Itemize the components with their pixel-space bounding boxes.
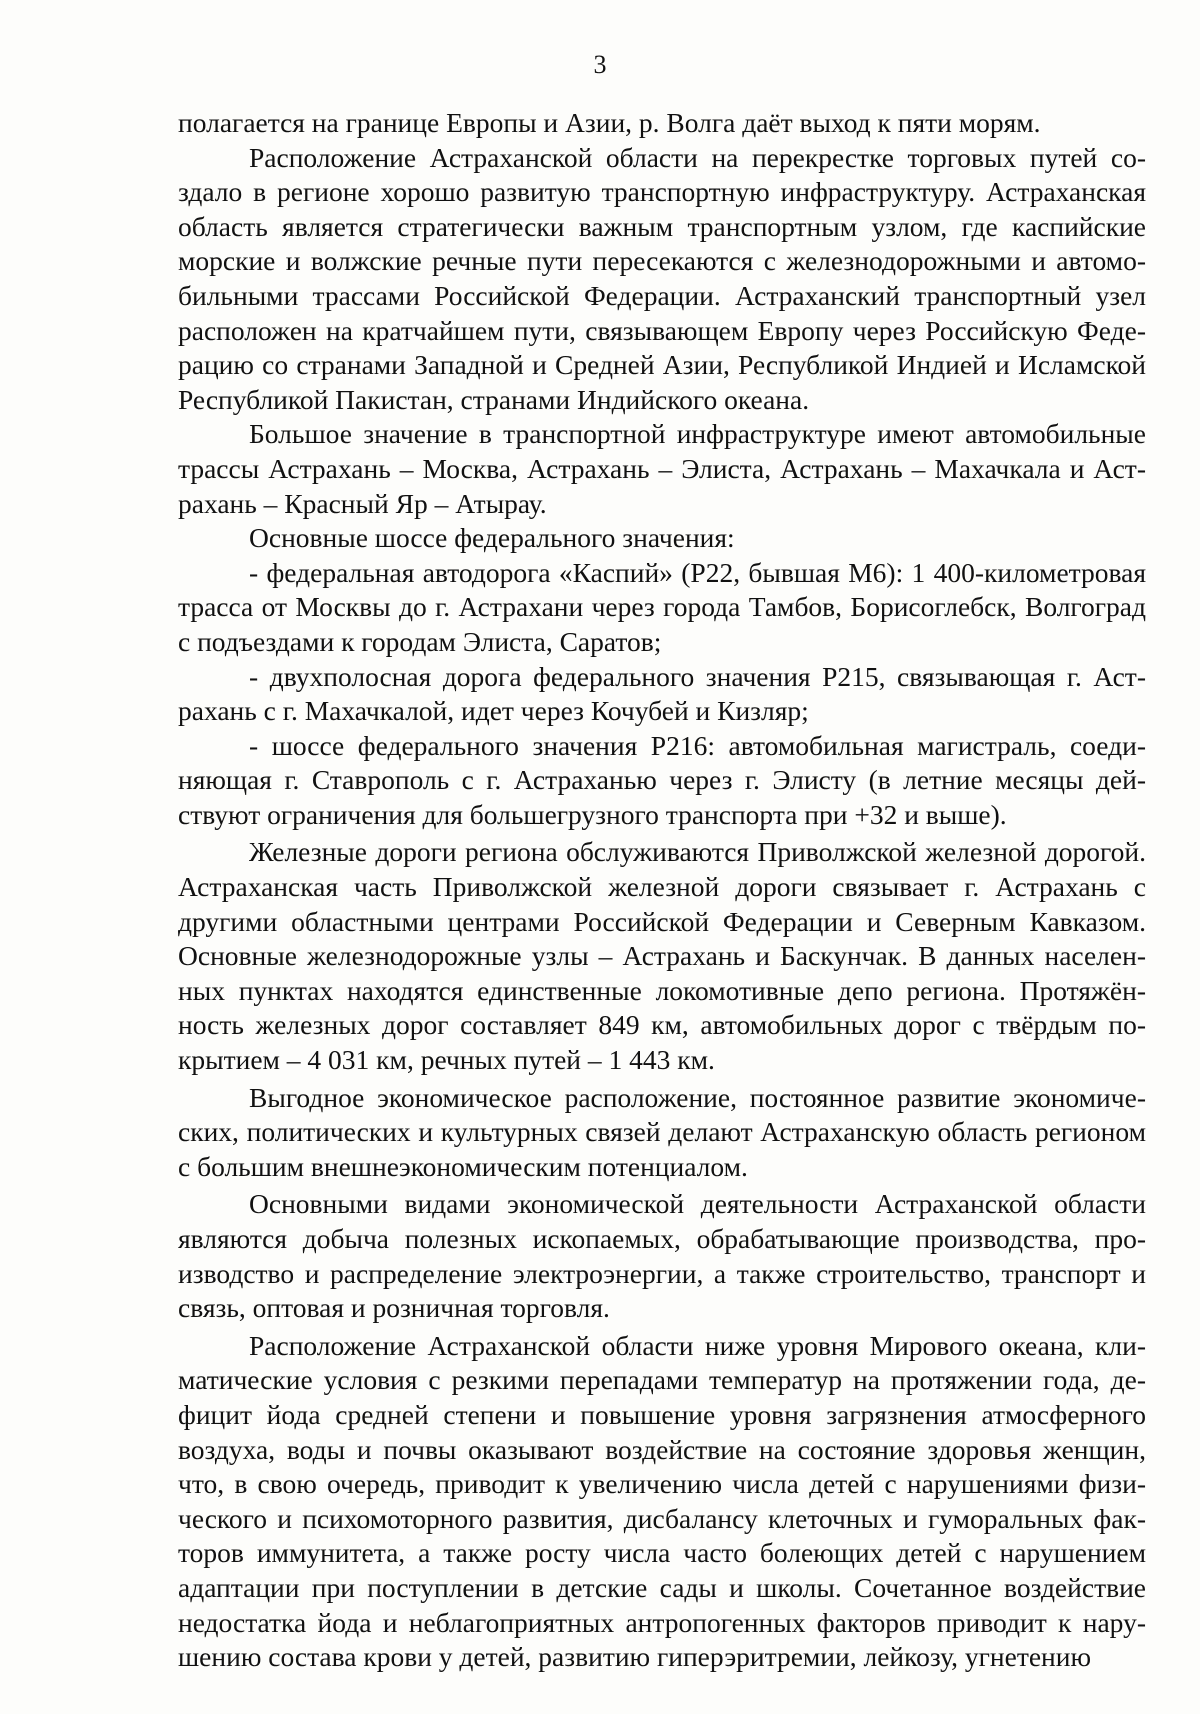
list-item-r216-road: - шоссе федерального значения Р216: автомобильная магистраль, соединяющая г. Ставрополь с г. Астраханью через г. Элисту (в летние месяцы действуют ограничения для большегрузного транспорта при +32 и выше).	[178, 729, 1146, 830]
paragraph-continuation: полагается на границе Европы и Азии, р. Волга даёт выход к пяти морям.	[178, 107, 1041, 138]
paragraph-economic-activities: Основными видами экономической деятельности Астраханской области являются добыча полезных ископаемых, обрабатывающие производства, производство и распределение электроэнергии, а также строительство, транспорт и связь, оптовая и розничная торговля.	[178, 1188, 1146, 1324]
paragraph-transport-infrastructure: Расположение Астраханской области на перекрестке торговых путей создало в регионе хорошо развитую транспортную инфраструктуру. Астраханская область является стратегически важным транспортным узлом, где каспийские морские и волжские речные пути пересекаются с железнодорожными и автомобильными трассами Российской Федерации. Астраханский транспортный узел расположен на кратчайшем пути, связывающем Европу через Российскую Федерацию со странами Западной и Средней Азии, Республикой Индией и Исламской Республикой Пакистан, странами Индийского океана.	[178, 141, 1146, 415]
page-number: 3	[593, 50, 607, 79]
paragraph-railways: Железные дороги региона обслуживаются Приволжской железной дорогой. Астраханская часть Приволжской железной дороги связывает г. Астрахань с другими областными центрами Российской Федерации и Северным Кавказом. Основные железнодорожные узлы – Астрахань и Баскунчак. В данных населенных пунктах находятся единственные локомотивные депо региона. Протяжённость железных дорог составляет 849 км, автомобильных дорог с твёрдым покрытием – 4 031 км, речных путей – 1 443 км.	[178, 836, 1146, 1076]
list-item-r215-road: - двухполосная дорога федерального значения Р215, связывающая г. Астрахань с г. Махачкалой, идет через Кочубей и Кизляр;	[178, 660, 1146, 727]
paragraph-health-factors: Расположение Астраханской области ниже уровня Мирового океана, климатические условия с резкими перепадами температур на протяжении года, дефицит йода средней степени и повышение уровня загрязнения атмосферного воздуха, воды и почвы оказывают воздействие на состояние здоровья женщин, что, в свою очередь, приводит к увеличению числа детей с нарушениями физического и психомоторного развития, дисбалансу клеточных и гуморальных факторов иммунитета, а также росту числа часто болеющих детей с нарушением адаптации при поступлении в детские сады и школы. Сочетанное воздействие недостатка йода и неблагоприятных антропогенных факторов приводит к нарушению состава крови у детей, развитию гиперэритремии, лейкозу, угнетению	[178, 1329, 1146, 1673]
list-item-caspian-road: - федеральная автодорога «Каспий» (Р22, бывшая М6): 1 400-километровая трасса от Москвы до г. Астрахани через города Тамбов, Борисоглебск, Волгоград с подъездами к городам Элиста, Саратов;	[178, 556, 1146, 657]
paragraph-federal-roads-intro: Основные шоссе федерального значения:	[249, 522, 735, 554]
paragraph-economic-location: Выгодное экономическое расположение, постоянное развитие экономических, политических и культурных связей делают Астраханскую область регионом с большим внешнеэкономическим потенциалом.	[178, 1081, 1146, 1182]
paragraph-highways: Большое значение в транспортной инфраструктуре имеют автомобильные трассы Астрахань – Москва, Астрахань – Элиста, Астрахань – Махачкала и Астрахань – Красный Яр – Атырау.	[178, 418, 1146, 519]
document-body	[178, 106, 1146, 1675]
